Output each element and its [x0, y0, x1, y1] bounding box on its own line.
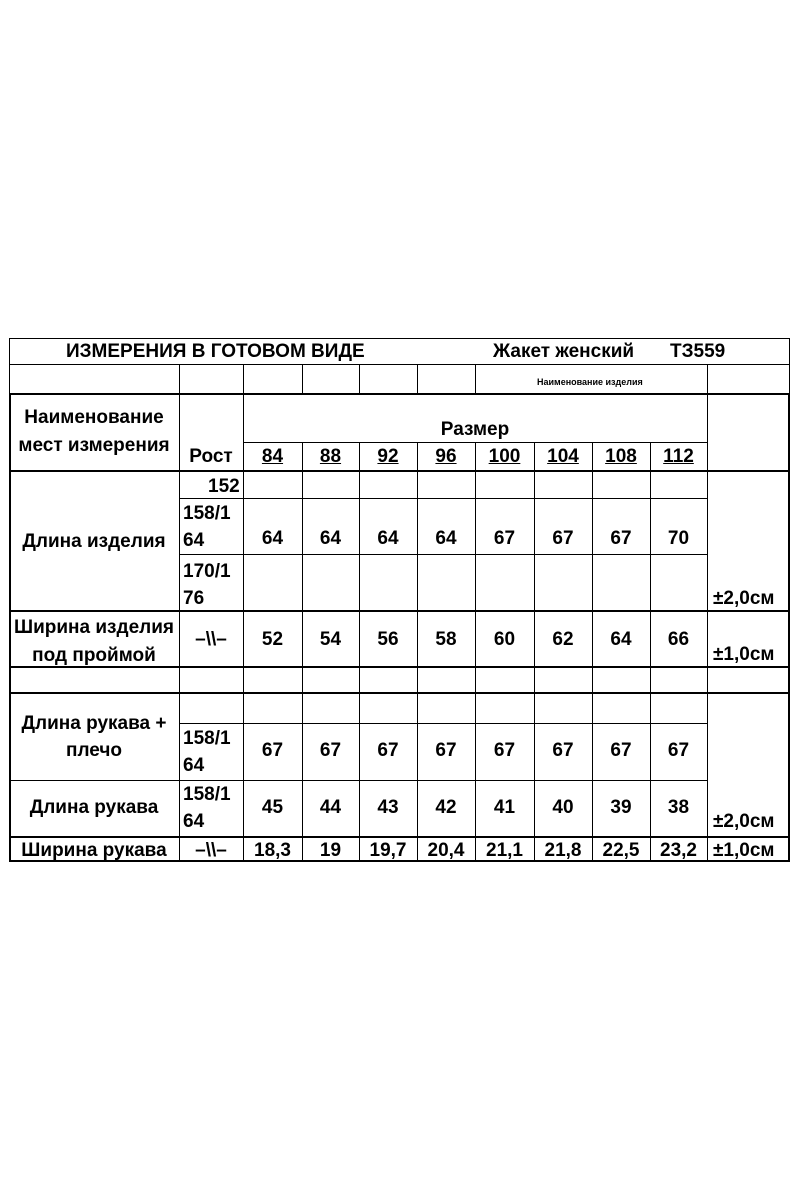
tolerance-dlina-rukava: ±2,0см: [713, 811, 775, 832]
size-header-104: 104: [547, 446, 579, 467]
size-header-112: 112: [663, 446, 694, 467]
grid-line-h: [9, 610, 790, 612]
grid-line-h: [9, 393, 790, 395]
height-170-line2: 76: [183, 588, 205, 609]
grid-line-v: [707, 364, 708, 393]
value-cell: 21,1: [486, 840, 523, 861]
table-title: ИЗМЕРЕНИЯ В ГОТОВОМ ВИДЕ: [66, 341, 365, 362]
grid-line-v: [179, 364, 180, 393]
grid-line-h: [9, 338, 790, 339]
value-cell: 18,3: [254, 840, 291, 861]
value-cell: 67: [493, 740, 516, 761]
value-cell: 60: [493, 629, 516, 650]
value-cell: 67: [377, 740, 399, 761]
tolerance-shirina-izdeliya: ±1,0см: [713, 644, 775, 665]
value-cell: 56: [377, 629, 399, 650]
value-cell: 52: [261, 629, 284, 650]
value-cell: 21,8: [544, 840, 582, 861]
size-header-96: 96: [435, 446, 457, 467]
row-label-shirina-izdeliya-line1: Ширина изделия: [14, 617, 174, 638]
height-158-rukava-plecho-line2: 64: [183, 755, 205, 776]
size-header: Размер: [440, 419, 510, 440]
height-ditto-shirina-izdeliya: –\\–: [195, 629, 227, 650]
value-cell: 70: [667, 528, 690, 549]
grid-line-v: [359, 364, 360, 393]
grid-line-v: [707, 393, 708, 862]
value-cell: 45: [261, 797, 284, 818]
grid-line-h: [179, 554, 707, 555]
grid-line-v: [417, 364, 418, 393]
grid-line-h: [179, 498, 707, 499]
height-158-rukava-plecho-line1: 158/1: [183, 728, 231, 749]
size-header-84: 84: [261, 446, 284, 467]
value-cell: 42: [435, 797, 457, 818]
grid-line-v: [302, 364, 303, 393]
value-cell: 20,4: [427, 840, 465, 861]
value-cell: 43: [377, 797, 399, 818]
height-158-line1: 158/1: [183, 503, 231, 524]
height-ditto-shirina-rukava: –\\–: [195, 840, 227, 861]
row-label-dlina-izdeliya: Длина изделия: [22, 531, 166, 552]
value-cell: 64: [319, 528, 342, 549]
grid-line-h: [9, 780, 707, 781]
grid-line-h: [179, 723, 707, 724]
grid-line-v: [475, 364, 476, 393]
value-cell: 64: [377, 528, 399, 549]
height-158-rukava-line1: 158/1: [183, 784, 231, 805]
value-cell: 67: [319, 740, 342, 761]
grid-line-v: [789, 338, 790, 393]
grid-line-h: [9, 836, 790, 838]
height-170-line1: 170/1: [183, 561, 231, 582]
tolerance-shirina-rukava: ±1,0см: [713, 840, 775, 861]
value-cell: 67: [435, 740, 457, 761]
value-cell: 41: [493, 797, 516, 818]
grid-line-h: [9, 692, 790, 694]
value-cell: 67: [552, 740, 574, 761]
value-cell: 64: [435, 528, 457, 549]
value-cell: 23,2: [660, 840, 697, 861]
value-cell: 67: [261, 740, 284, 761]
value-cell: 67: [552, 528, 574, 549]
value-cell: 64: [261, 528, 284, 549]
row-label-dlina-rukava-plecho-line2: плечо: [65, 740, 123, 761]
value-cell: 67: [493, 528, 516, 549]
height-158-line2: 64: [183, 530, 205, 551]
size-header-100: 100: [488, 446, 521, 467]
value-cell: 19,7: [369, 840, 407, 861]
grid-line-v: [788, 393, 790, 862]
tolerance-dlina-izdeliya: ±2,0см: [713, 588, 775, 609]
value-cell: 40: [552, 797, 574, 818]
value-cell: 67: [610, 528, 632, 549]
grid-line-v: [243, 364, 244, 393]
row-label-dlina-rukava: Длина рукава: [29, 797, 159, 818]
size-header-108: 108: [605, 446, 637, 467]
value-cell: 39: [610, 797, 632, 818]
row-label-dlina-rukava-plecho-line1: Длина рукава +: [21, 713, 167, 734]
col-name-header-line1: Наименование: [24, 407, 164, 428]
col-name-header-line2: мест измерения: [18, 435, 170, 456]
measurement-table: [9, 338, 790, 862]
height-158-rukava-line2: 64: [183, 811, 205, 832]
value-cell: 66: [667, 629, 690, 650]
value-cell: 54: [319, 629, 342, 650]
row-label-shirina-rukava: Ширина рукава: [21, 840, 167, 861]
grid-line-h: [9, 470, 790, 472]
product-name: Жакет женский: [493, 341, 635, 362]
col-height-header: Рост: [189, 446, 233, 467]
value-cell: 67: [610, 740, 632, 761]
size-header-92: 92: [377, 446, 399, 467]
value-cell: 64: [610, 629, 632, 650]
value-cell: 58: [435, 629, 457, 650]
height-152: 152: [208, 476, 240, 497]
size-header-88: 88: [319, 446, 342, 467]
value-cell: 67: [667, 740, 690, 761]
value-cell: 44: [319, 797, 342, 818]
product-caption: Наименование изделия: [537, 377, 643, 387]
grid-line-h: [9, 364, 790, 365]
value-cell: 62: [552, 629, 574, 650]
value-cell: 38: [667, 797, 690, 818]
row-label-shirina-izdeliya-line2: под проймой: [32, 645, 156, 666]
grid-line-v: [9, 338, 10, 393]
value-cell: 19: [319, 840, 342, 861]
value-cell: 22,5: [602, 840, 640, 861]
product-code: ТЗ559: [670, 341, 726, 362]
